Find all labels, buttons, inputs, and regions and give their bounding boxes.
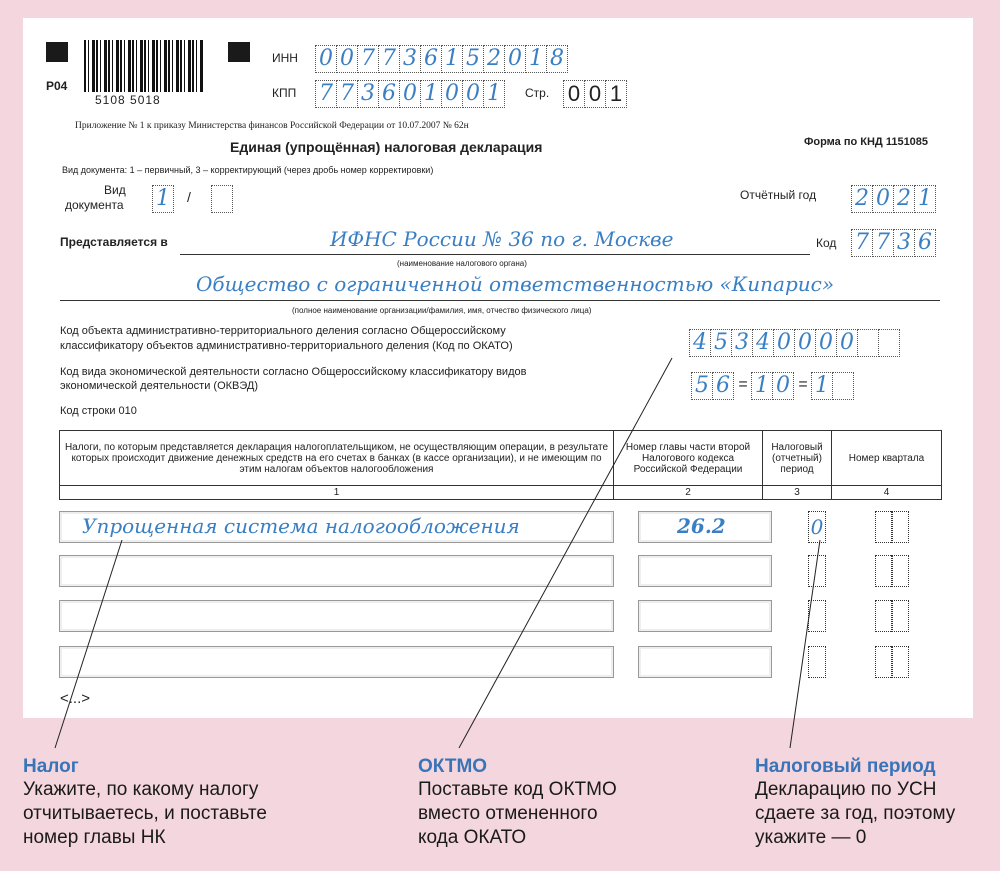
okato-digit: 3 — [731, 329, 753, 357]
barcode-number: 5108 5018 — [95, 93, 161, 107]
okved-digit: 1 — [811, 372, 833, 400]
callout-line: отчитываетесь, и поставьте — [23, 803, 267, 824]
kpp-digit: 1 — [483, 80, 505, 108]
kpp-digit: 3 — [357, 80, 379, 108]
col-num: 3 — [763, 486, 832, 500]
code-label: Код — [816, 236, 837, 250]
okato-digit: 0 — [794, 329, 816, 357]
callout-line: Декларацию по УСН — [755, 779, 937, 800]
code-digit: 3 — [893, 229, 915, 257]
okato-digit: 4 — [752, 329, 774, 357]
okved-digit: 1 — [751, 372, 773, 400]
presented-label: Представляется в — [60, 235, 168, 249]
organization-caption: (полное наименование организации/фамилия, имя, отчество физического лица) — [292, 306, 592, 315]
okato-digit: 0 — [773, 329, 795, 357]
col-num: 2 — [614, 486, 763, 500]
year-label: Отчётный год — [740, 188, 817, 202]
callout-line: Поставьте код ОКТМО — [418, 779, 617, 800]
callout-line: сдаете за год, поэтому — [755, 803, 956, 824]
doc-type-slash: / — [187, 189, 191, 205]
okved-text-2: экономической деятельности (ОКВЭД) — [60, 380, 259, 392]
inn-label: ИНН — [272, 51, 298, 65]
kpp-digit: 7 — [336, 80, 358, 108]
okato-digit: 0 — [815, 329, 837, 357]
col1-header: Налоги, по которым представляется декларация налогоплательщиком, не осуществляющим операции, в результате которых происходит движение денежных средств на его счетах в банках (в кассе организации), и не имеющим по этим налогам объектов налогообложения — [60, 431, 614, 486]
okved-digit: 6 — [712, 372, 734, 400]
inn-digit: 1 — [525, 45, 547, 73]
inn-digit: 0 — [336, 45, 358, 73]
col-num: 4 — [832, 486, 942, 500]
inn-digit: 0 — [315, 45, 337, 73]
row1-tax-value: Упрощенная система налогообложения — [82, 514, 520, 538]
row1-chapter-value: 26.2 — [677, 514, 726, 538]
code-digit: 7 — [851, 229, 873, 257]
col4-header: Номер квартала — [832, 431, 942, 486]
form-title: Единая (упрощённая) налоговая декларация — [230, 139, 543, 155]
callout-oktmo — [418, 756, 617, 850]
page-label: Стр. — [525, 86, 550, 100]
inn-digit: 2 — [483, 45, 505, 73]
pg-digit: 0 — [584, 80, 606, 108]
year-digit: 0 — [872, 185, 894, 213]
okato-digit: 0 — [836, 329, 858, 357]
tax-authority: ИФНС России № 36 по г. Москве — [330, 227, 674, 251]
organization-name: Общество с ограниченной ответственностью «Кипарис» — [196, 272, 835, 296]
doc-type-label-1: Вид — [104, 183, 126, 197]
pointer-period — [790, 540, 820, 748]
knd-code: Форма по КНД 1151085 — [804, 136, 929, 148]
code-digit: 7 — [872, 229, 894, 257]
line-code: Код строки 010 — [60, 405, 137, 417]
code-digit: 6 — [914, 229, 936, 257]
callout-title: Налог — [23, 756, 79, 777]
pg-digit: 0 — [563, 80, 585, 108]
callout-nalog — [23, 756, 267, 850]
order-note: Приложение № 1 к приказу Министерства финансов Российской Федерации от 10.07.2007 № 62н — [75, 121, 469, 131]
okato-digit: 4 — [689, 329, 711, 357]
okved-digit: 0 — [772, 372, 794, 400]
col-num: 1 — [60, 486, 614, 500]
okved-separator: = — [738, 376, 748, 393]
pointer-nalog — [55, 540, 122, 748]
inn-digit: 6 — [420, 45, 442, 73]
kpp-digit: 7 — [315, 80, 337, 108]
callout-line: укажите — 0 — [755, 827, 867, 848]
doc-type-note: Вид документа: 1 – первичный, 3 – корректирующий (через дробь номер корректировки) — [62, 165, 434, 175]
pg-digit: 1 — [605, 80, 627, 108]
year-digit: 2 — [851, 185, 873, 213]
doc-type-value: 1 — [152, 185, 174, 213]
okved-separator: = — [798, 376, 808, 393]
callout-title: ОКТМО — [418, 756, 488, 777]
callout-title: Налоговый период — [755, 756, 936, 777]
callout-line: кода ОКАТО — [418, 827, 527, 848]
doc-type-label-2: документа — [65, 198, 124, 212]
page-code: P04 — [46, 79, 68, 93]
okato-text-1: Код объекта административно-территориального деления согласно Общероссийскому — [60, 325, 506, 337]
year-digit: 1 — [914, 185, 936, 213]
inn-digit: 0 — [504, 45, 526, 73]
ellipsis: <...> — [60, 690, 91, 707]
callout-line: вместо отмененного — [418, 803, 598, 824]
callout-line: Укажите, по какому налогу — [23, 779, 259, 800]
year-digit: 2 — [893, 185, 915, 213]
inn-digit: 7 — [357, 45, 379, 73]
pointer-oktmo — [459, 358, 672, 748]
inn-digit: 1 — [441, 45, 463, 73]
kpp-digit: 0 — [399, 80, 421, 108]
inn-digit: 5 — [462, 45, 484, 73]
kpp-digit: 0 — [462, 80, 484, 108]
inn-digit: 8 — [546, 45, 568, 73]
okved-digit: 5 — [691, 372, 713, 400]
callout-line: номер главы НК — [23, 827, 166, 848]
okved-text-1: Код вида экономической деятельности согласно Общероссийскому классификатору видов — [60, 366, 527, 378]
row1-period-value: 0 — [810, 515, 824, 539]
kpp-digit: 1 — [420, 80, 442, 108]
inn-digit: 7 — [378, 45, 400, 73]
inn-digit: 3 — [399, 45, 421, 73]
kpp-label: КПП — [272, 86, 297, 100]
kpp-digit: 0 — [441, 80, 463, 108]
col2-header: Номер главы части второй Налогового кодекса Российской Федерации — [614, 431, 763, 486]
callout-period — [755, 756, 955, 850]
okato-text-2: классификатору объектов административно-территориального деления (Код по ОКАТО) — [60, 340, 513, 352]
col3-header: Налоговый (отчетный) период — [763, 431, 832, 486]
okato-digit: 5 — [710, 329, 732, 357]
kpp-digit: 6 — [378, 80, 400, 108]
tax-authority-caption: (наименование налогового органа) — [397, 259, 527, 268]
